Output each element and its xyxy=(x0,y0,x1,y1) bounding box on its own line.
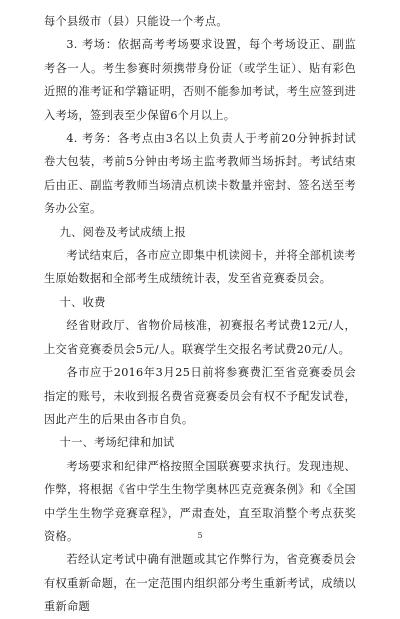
body-paragraph: 3. 考场：依据高考考场要求设置，每个考场设正、副监考各一人。考生参赛时须携带身份证（或学生证）、贴有彩色近照的准考证和学籍证明，否则不能参加考试，考生应签到进入考场，签到表至少保留6个月以上。 xyxy=(44,38,356,122)
section-heading: 十一、考场纪律和加试 xyxy=(59,436,175,450)
page-number: 5 xyxy=(197,531,203,540)
body-paragraph: 4. 考务：各考点由3名以上负责人于考前20分钟拆封试卷大包装，考前5分钟由考场主监考教师当场拆封。考试结束后由正、副监考教师当场清点机读卡数量并密封、签名送至考务办公室。 xyxy=(44,132,356,216)
section-heading: 九、阅卷及考试成绩上报 xyxy=(59,225,187,239)
section-heading: 十、收费 xyxy=(59,295,106,309)
document-body xyxy=(44,10,356,619)
body-paragraph: 各市应于2016年3月25日前将参赛费汇至省竞赛委员会指定的账号，未收到报名费省竞赛委员会有权不予配发试卷，因此产生的后果由各市自负。 xyxy=(44,366,356,426)
body-paragraph: 经省财政厅、省物价局核准，初赛报名考试费12元/人，上交省竞赛委员会5元/人。联赛学生交报名考试费20元/人。 xyxy=(44,319,356,356)
body-paragraph: 考场要求和纪律严格按照全国联赛要求执行。发现违规、作弊，将根据《省中学生生物学奥林匹克竞赛条例》和《全国中学生生物学竞赛章程》，严肃查处，直至取消整个考点获奖资格。 xyxy=(44,459,356,543)
body-paragraph: 每个县级市（县）只能设一个考点。 xyxy=(44,15,228,28)
body-paragraph: 考试结束后，各市应立即集中机读阅卡，并将全部机读考生原始数据和全部考生成绩统计表，发至省竞赛委员会。 xyxy=(44,249,356,286)
body-paragraph: 若经认定考试中确有泄题或其它作弊行为，省竞赛委员会有权重新命题，在一定范围内组织部分考生重新考试，成绩以重新命题 xyxy=(44,553,356,614)
